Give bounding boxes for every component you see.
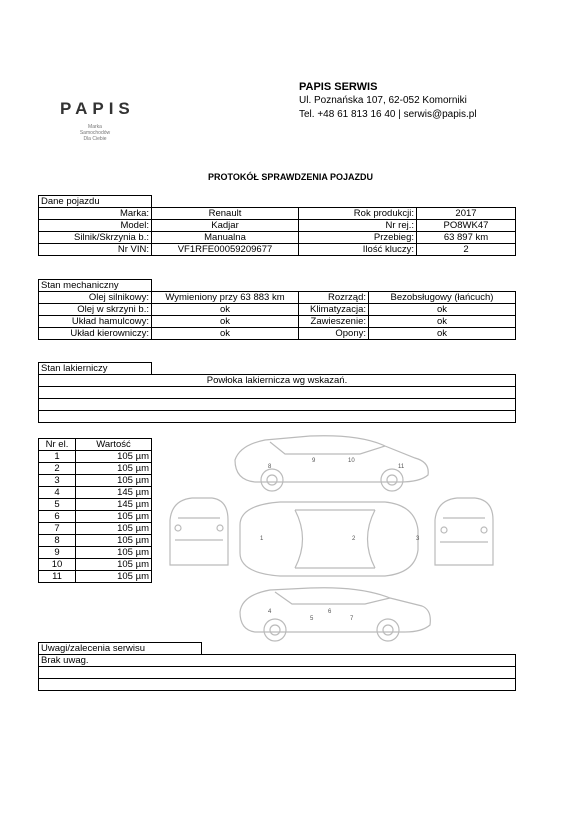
diagram-label-6: 6 — [328, 609, 332, 615]
element-value: 105 µm — [76, 523, 152, 535]
car-top-view — [240, 502, 418, 576]
section-paint-label: Stan lakierniczy — [38, 362, 152, 375]
column-header-value: Wartość — [76, 439, 152, 451]
vehicle-label: Rok produkcji: — [299, 208, 417, 220]
mechanical-value: ok — [152, 316, 299, 328]
element-value: 105 µm — [76, 571, 152, 583]
element-value: 105 µm — [76, 559, 152, 571]
vehicle-value: 63 897 km — [417, 232, 516, 244]
table-row — [39, 232, 516, 244]
mechanical-value: ok — [369, 304, 516, 316]
table-row — [39, 655, 516, 667]
element-nr: 6 — [39, 511, 76, 523]
logo-tagline-line: Dla Ciebie — [83, 136, 107, 142]
element-nr: 9 — [39, 547, 76, 559]
vehicle-label: Marka: — [39, 208, 152, 220]
table-row — [39, 475, 152, 487]
table-row — [39, 208, 516, 220]
table-row — [39, 304, 516, 316]
diagram-label-7: 7 — [350, 616, 354, 622]
company-address: Ul. Poznańska 107, 62-052 Komorniki — [299, 95, 467, 106]
table-row — [39, 571, 152, 583]
element-value: 105 µm — [76, 511, 152, 523]
vehicle-value: VF1RFE00059209677 — [152, 244, 299, 256]
diagram-label-11: 11 — [398, 464, 405, 470]
logo-tagline — [60, 124, 130, 142]
measurements-table — [38, 438, 152, 583]
remarks-text: Brak uwag. — [39, 655, 516, 667]
mechanical-label: Układ kierowniczy: — [39, 328, 152, 340]
element-nr: 1 — [39, 451, 76, 463]
vehicle-label: Nr VIN: — [39, 244, 152, 256]
diagram-label-10: 10 — [348, 458, 355, 464]
company-name: PAPIS SERWIS — [299, 81, 378, 93]
element-nr: 10 — [39, 559, 76, 571]
mechanical-value: ok — [369, 328, 516, 340]
element-value: 145 µm — [76, 487, 152, 499]
table-row — [39, 487, 152, 499]
table-row — [39, 387, 516, 399]
logo-tagline-line: Samochodów — [79, 130, 111, 136]
mechanical-value: ok — [152, 328, 299, 340]
logo-tagline-line: Marka — [88, 124, 102, 130]
paint-table — [38, 374, 516, 423]
empty-cell — [39, 387, 516, 399]
vehicle-value: 2017 — [417, 208, 516, 220]
vehicle-label: Nr rej.: — [299, 220, 417, 232]
paint-note: Powłoka lakiernicza wg wskazań. — [39, 375, 516, 387]
car-damage-diagram — [160, 430, 500, 645]
element-nr: 2 — [39, 463, 76, 475]
element-value: 105 µm — [76, 475, 152, 487]
table-row — [39, 547, 152, 559]
table-row — [39, 292, 516, 304]
mechanical-value: ok — [152, 304, 299, 316]
car-front-view — [170, 498, 228, 565]
diagram-label-4: 4 — [268, 609, 272, 615]
section-remarks-label: Uwagi/zalecenia serwisu — [38, 642, 202, 655]
table-row — [39, 411, 516, 423]
table-row — [39, 316, 516, 328]
element-nr: 3 — [39, 475, 76, 487]
element-nr: 7 — [39, 523, 76, 535]
table-row — [39, 244, 516, 256]
mechanical-table — [38, 291, 516, 340]
table-row — [39, 679, 516, 691]
mechanical-label: Klimatyzacja: — [299, 304, 369, 316]
empty-cell — [39, 667, 516, 679]
table-row — [39, 511, 152, 523]
table-row — [39, 667, 516, 679]
remarks-table — [38, 654, 516, 691]
vehicle-label: Ilość kluczy: — [299, 244, 417, 256]
table-row — [39, 220, 516, 232]
empty-cell — [39, 399, 516, 411]
empty-cell — [39, 411, 516, 423]
mechanical-value: Wymieniony przy 63 883 km — [152, 292, 299, 304]
logo-wordmark: PAPIS — [60, 99, 135, 118]
element-nr: 4 — [39, 487, 76, 499]
column-header-nr: Nr el. — [39, 439, 76, 451]
table-row — [39, 399, 516, 411]
element-value: 105 µm — [76, 535, 152, 547]
vehicle-value: Kadjar — [152, 220, 299, 232]
section-mechanical-label: Stan mechaniczny — [38, 279, 152, 292]
table-row — [39, 451, 152, 463]
diagram-label-3: 3 — [416, 536, 420, 542]
table-row — [39, 559, 152, 571]
table-row — [39, 535, 152, 547]
vehicle-label: Model: — [39, 220, 152, 232]
diagram-label-8: 8 — [268, 464, 272, 470]
table-row — [39, 499, 152, 511]
diagram-label-1: 1 — [260, 536, 264, 542]
table-header-row — [39, 439, 152, 451]
vehicle-label: Silnik/Skrzynia b.: — [39, 232, 152, 244]
vehicle-value: 2 — [417, 244, 516, 256]
element-nr: 11 — [39, 571, 76, 583]
company-header — [299, 80, 477, 122]
mechanical-value: ok — [369, 316, 516, 328]
section-vehicle-label: Dane pojazdu — [38, 195, 152, 208]
vehicle-value: Manualna — [152, 232, 299, 244]
document-title: PROTOKÓŁ SPRAWDZENIA POJAZDU — [207, 172, 373, 182]
table-row — [39, 375, 516, 387]
mechanical-label: Rozrząd: — [299, 292, 369, 304]
vehicle-table — [38, 207, 516, 256]
mechanical-label: Olej w skrzyni b.: — [39, 304, 152, 316]
element-nr: 8 — [39, 535, 76, 547]
diagram-label-5: 5 — [310, 616, 314, 622]
element-nr: 5 — [39, 499, 76, 511]
element-value: 105 µm — [76, 451, 152, 463]
table-row — [39, 328, 516, 340]
car-rear-view — [435, 498, 493, 565]
diagram-label-9: 9 — [312, 458, 316, 464]
empty-cell — [39, 679, 516, 691]
table-row — [39, 523, 152, 535]
table-row — [39, 463, 152, 475]
element-value: 145 µm — [76, 499, 152, 511]
mechanical-label: Opony: — [299, 328, 369, 340]
mechanical-value: Bezobsługowy (łańcuch) — [369, 292, 516, 304]
mechanical-label: Olej silnikowy: — [39, 292, 152, 304]
mechanical-label: Układ hamulcowy: — [39, 316, 152, 328]
company-contact: Tel. +48 61 813 16 40 | serwis@papis.pl — [299, 109, 477, 120]
vehicle-value: Renault — [152, 208, 299, 220]
element-value: 105 µm — [76, 547, 152, 559]
mechanical-label: Zawieszenie: — [299, 316, 369, 328]
vehicle-label: Przebieg: — [299, 232, 417, 244]
diagram-label-2: 2 — [352, 536, 356, 542]
element-value: 105 µm — [76, 463, 152, 475]
vehicle-value: PO8WK47 — [417, 220, 516, 232]
